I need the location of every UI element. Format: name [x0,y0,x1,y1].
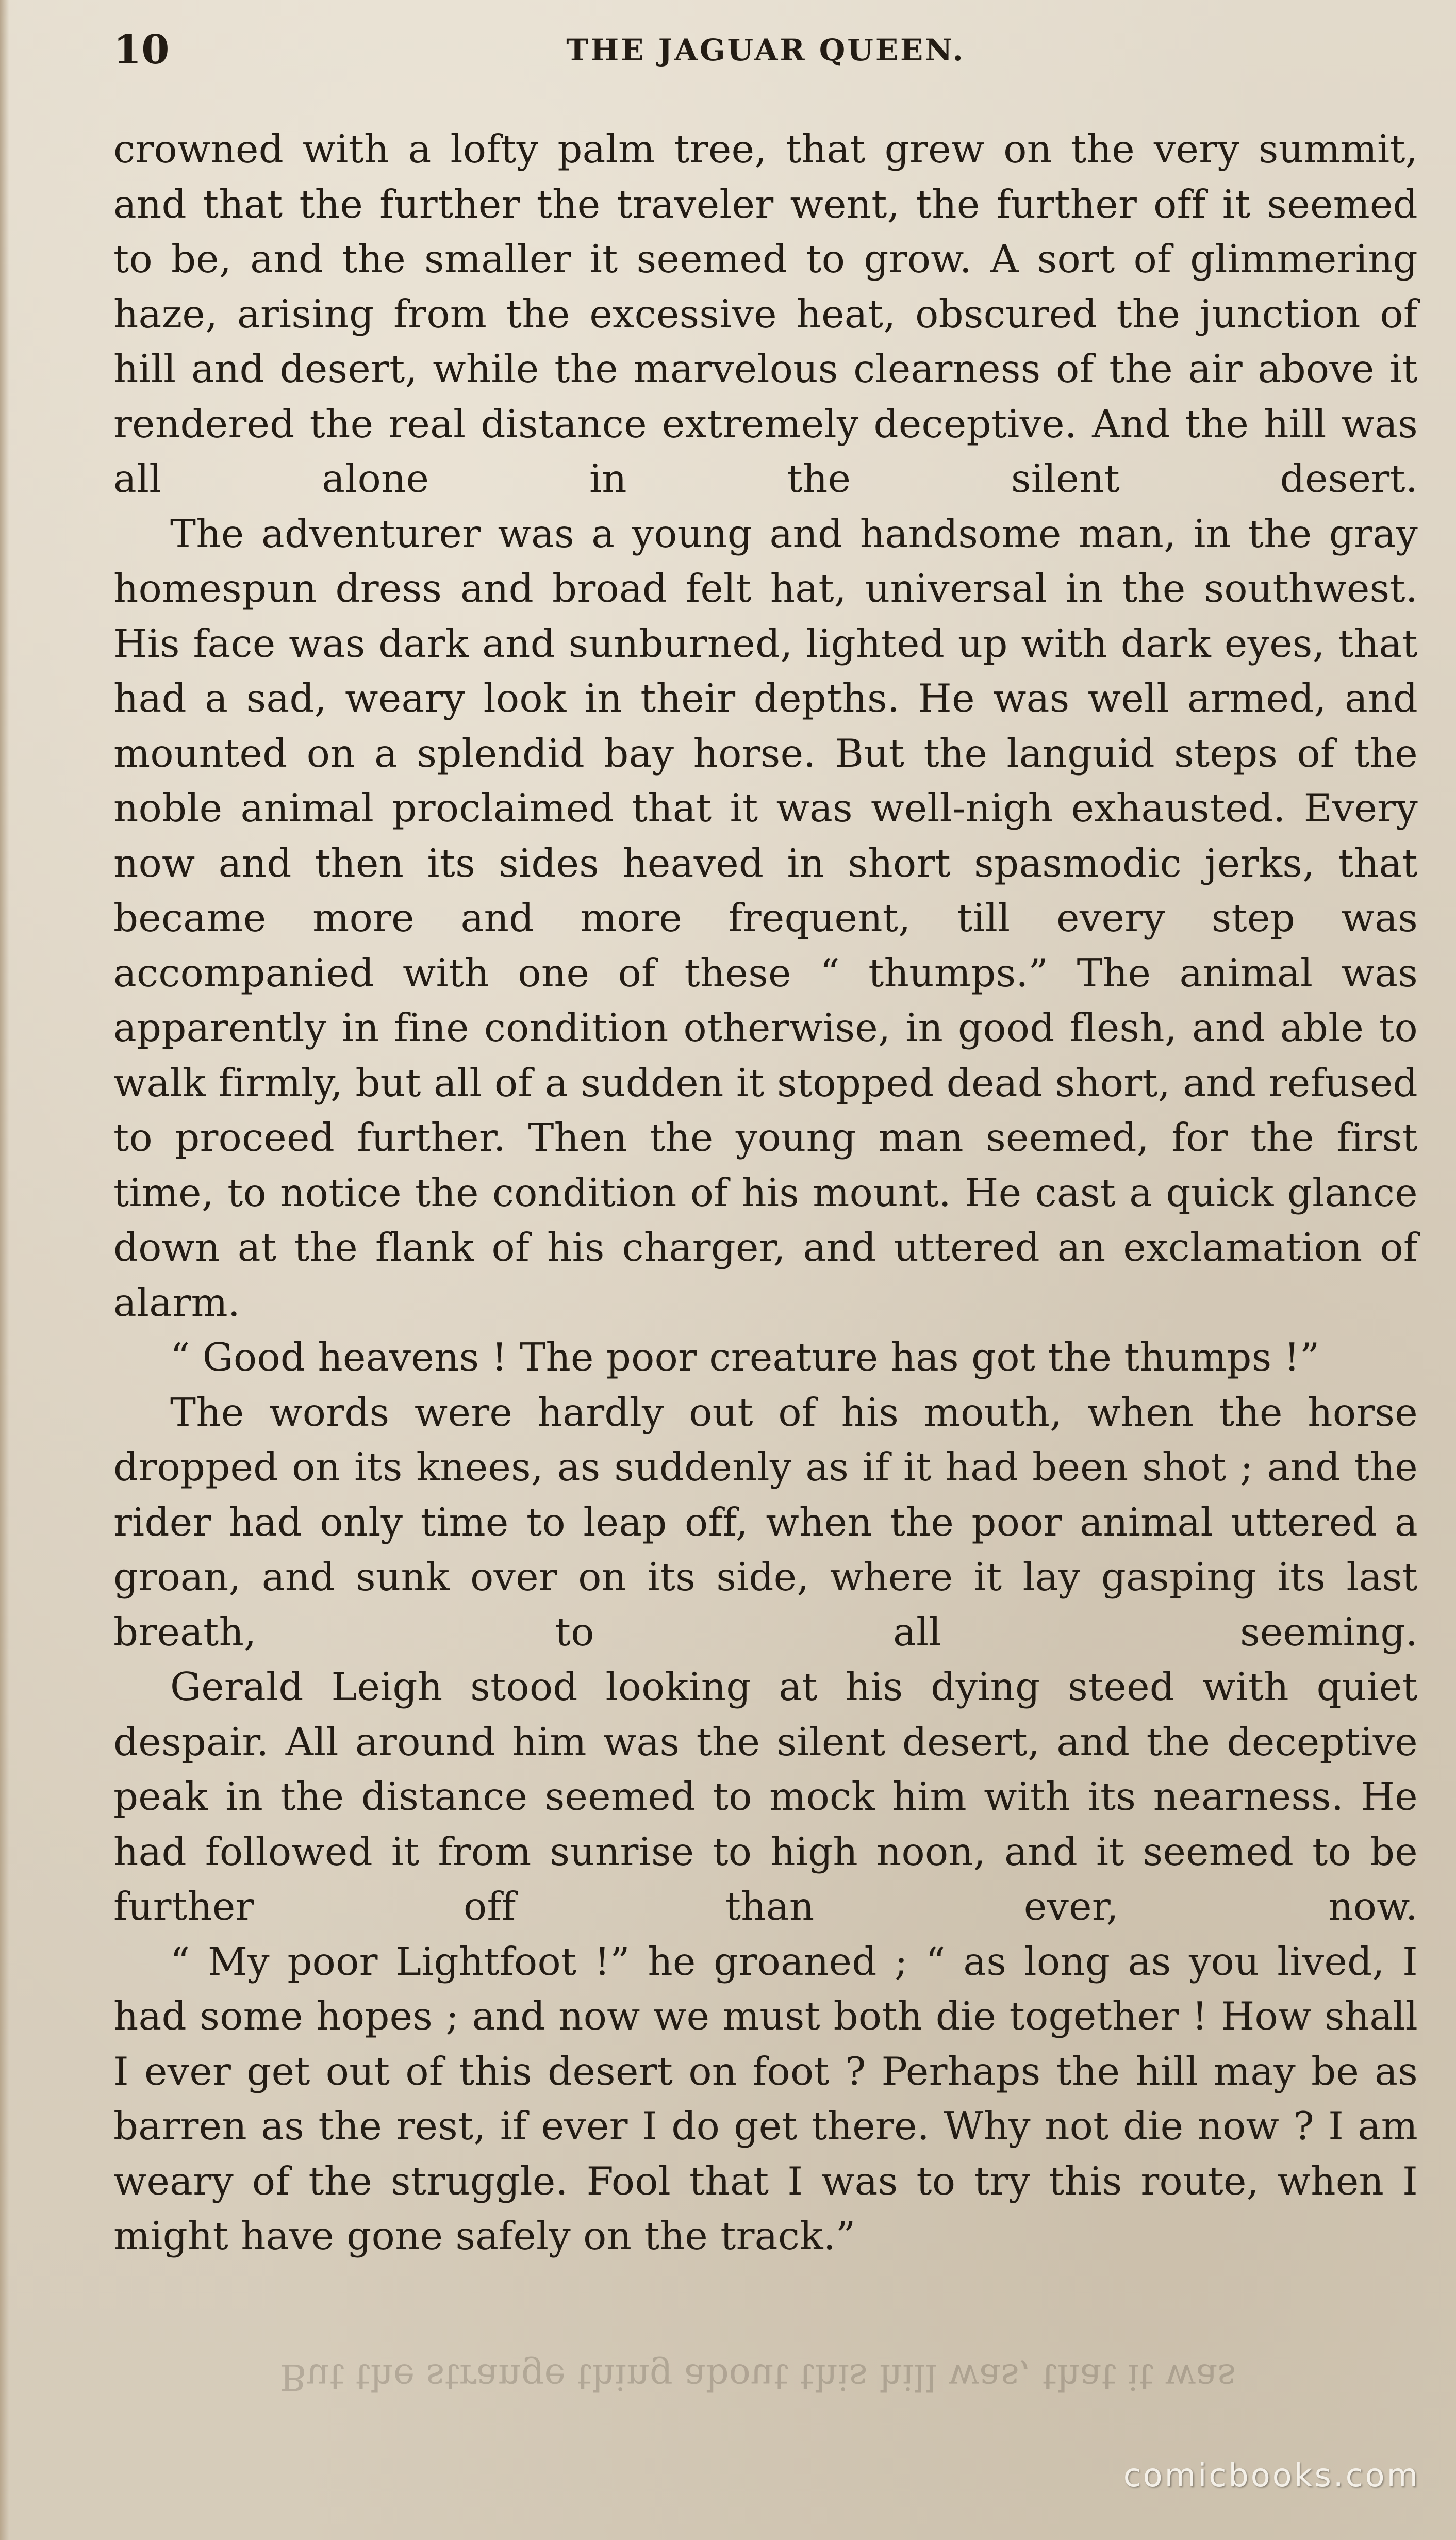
paragraph-3: “ Good heavens ! The poor creature has got the thumps !” [170,1334,1320,1380]
page-number: 10 [113,26,170,73]
body-text [113,122,1418,2264]
paragraph-2: The adventurer was a young and handsome man, in the gray homespun dress and broad felt hat, universal in the southwest. His face was dark and sunburned, lighted up with dark eyes, that had a sad, weary look in their depths. He was well armed, and mounted on a splendid bay horse. But the languid steps of the noble animal proclaimed that it was well-nigh exhausted. Every now and then its sides heaved in short spasmodic jerks, that became more and more frequent, till every step was accompanied with one of these “ thumps.” The animal was apparently in fine condition otherwise, in good flesh, and able to walk firmly, but all of a sudden it stopped dead short, and refused to proceed further. Then the young man seemed, for the first time, to notice the condition of his mount. He cast a quick glance down at the flank of his charger, and uttered an exclamation of alarm. [113,510,1418,1325]
paragraph-4: The words were hardly out of his mouth, when the horse dropped on its knees, as suddenly as if it had been shot ; and the rider had only time to leap off, when the poor animal uttered a groan, and sunk over on its side, where it lay gasping its last breath, to all seeming. [113,1389,1418,1655]
paragraph-5: Gerald Leigh stood looking at his dying steed with quiet despair. All around him was the silent desert, and the deceptive peak in the distance seemed to mock him with its nearness. He had followed it from sunrise to high noon, and it seemed to be further off than ever, now. [113,1664,1418,1929]
watermark: comicbooks.com [1123,2456,1420,2494]
running-title: THE JAGUAR QUEEN. [566,32,965,68]
paragraph-1: crowned with a lofty palm tree, that grew on the very summit, and that the further the traveler went, the further off it seemed to be, and the smaller it seemed to grow. A sort of glimmering haze, arising from the excessive heat, obscured the junction of hill and desert, while the marvelous clearness of the air above it rendered the real distance extremely deceptive. And the hill was all alone in the silent desert. [113,126,1418,501]
page-header [113,22,1418,78]
bleed-through-text: But the strange thing about this hill was, that it was [279,2356,1236,2398]
paragraph-6: “ My poor Lightfoot !” he groaned ; “ as long as you lived, I had some hopes ; and now we must both die together ! How shall I ever get out of this desert on foot ? Perhaps the hill may be as barren as the rest, if ever I do get there. Why not die now ? I am weary of the struggle. Fool that I was to try this route, when I might have gone safely on the track.” [113,1938,1418,2258]
page-edge-shadow [0,0,9,2540]
